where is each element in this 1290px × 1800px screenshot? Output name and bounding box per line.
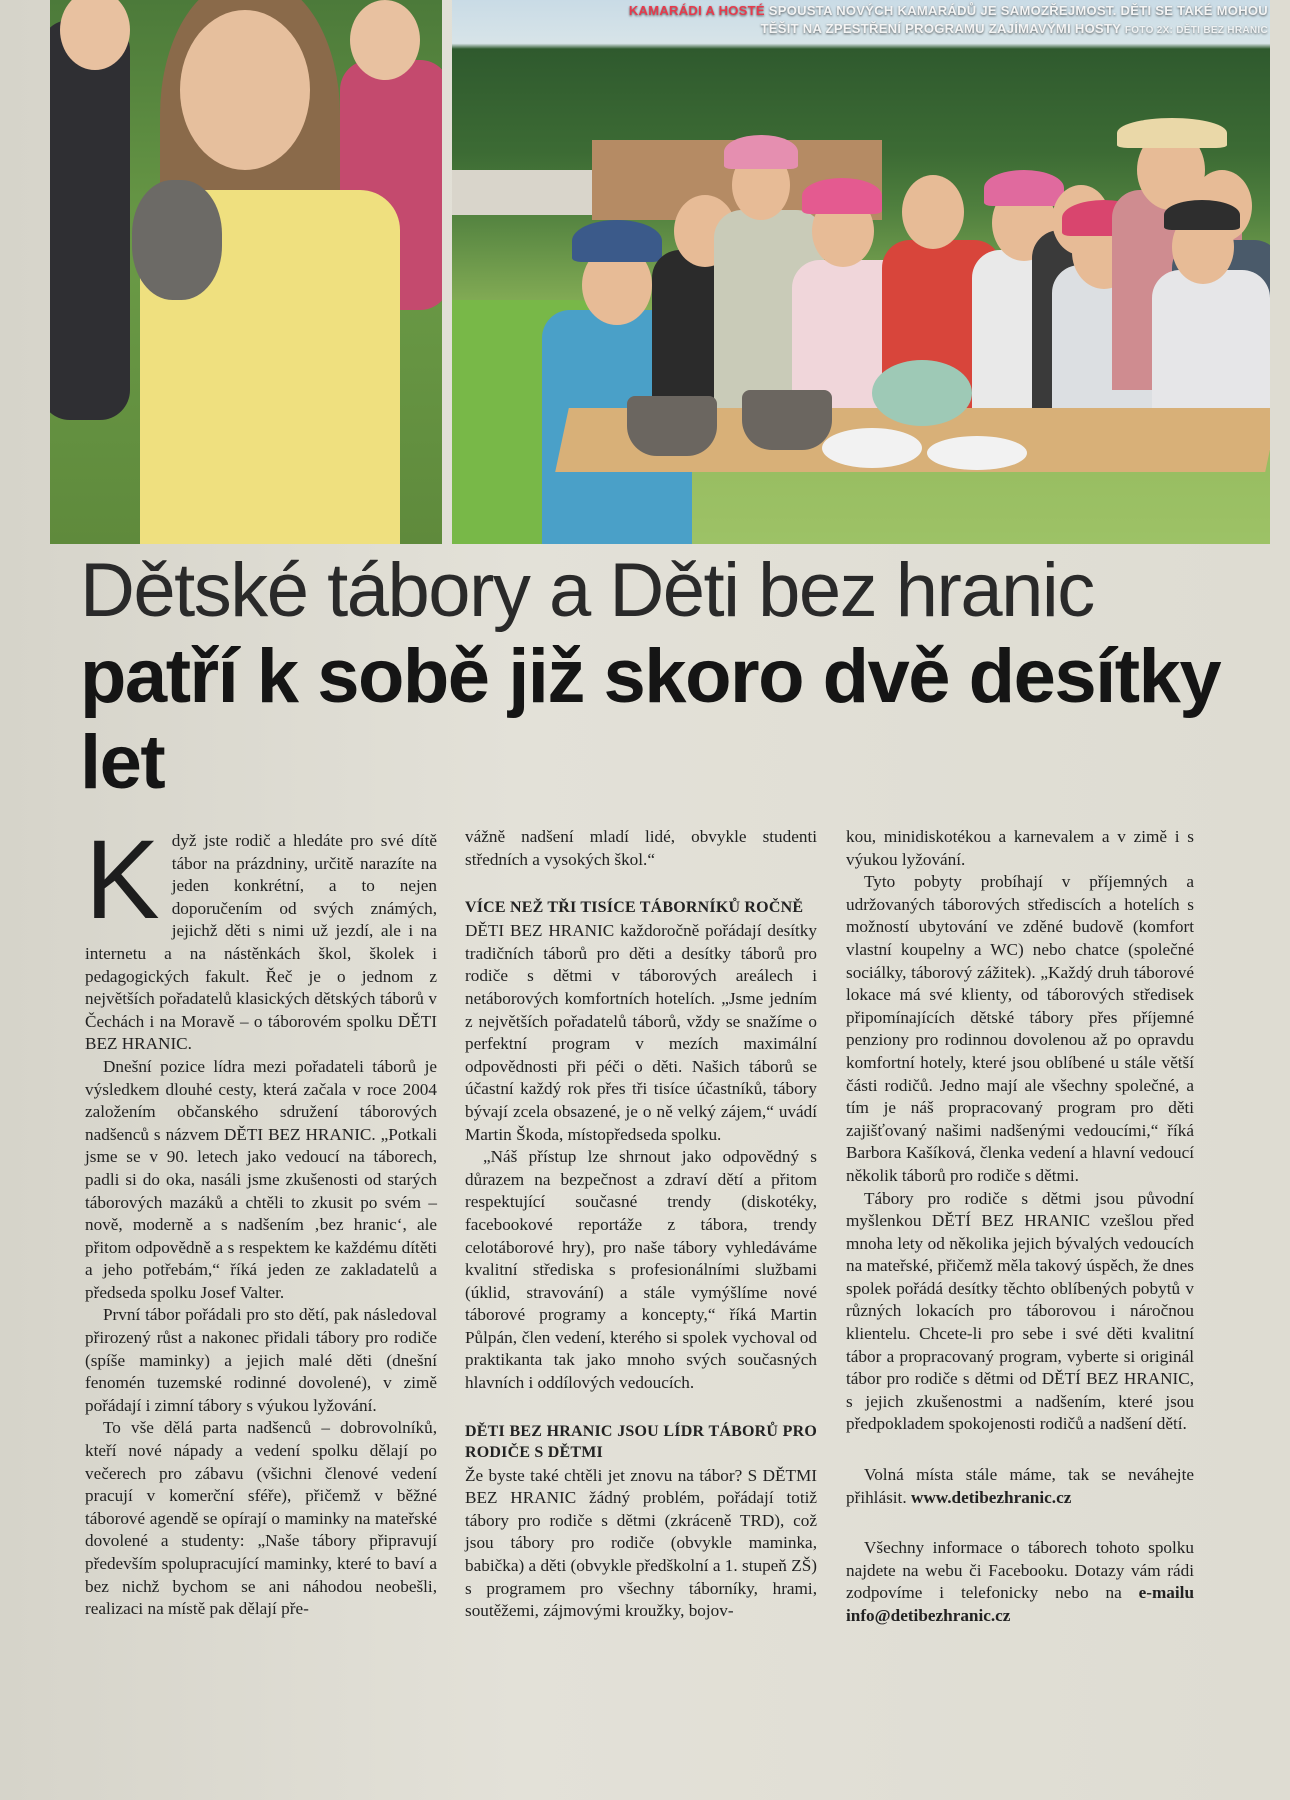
photo-cap (1164, 200, 1240, 230)
caption-text: SPOUSTA NOVÝCH KAMARÁDŮ JE SAMOZŘEJMOST. DĚTI SE TAKÉ MOHOU TĚŠIT NA ZPESTŘENÍ PROGRAMU ZAJÍMAVÝMI HOSTY (760, 3, 1268, 36)
article-paragraph: „Náš přístup lze shrnout jako odpovědný s důrazem na bezpečnost a zdraví dětí a přitom respektující současné trendy (diskotéky, facebookové reportáže z tábora, trendy celotáborové hry), pro naše tábory vyhledáváme kvalitní střediska s profesionálními službami (úklid, stravování) a stále vymýšlíme nové táborové programy a koncepty,“ říká Martin Půlpán, člen vedení, kterého si spolek vychoval od praktikanta tak jako mnoho svých současných hlavních i oddílových vedoucích. (465, 1147, 817, 1393)
article-headline (80, 548, 1230, 806)
article-column-3 (846, 826, 1194, 1628)
article-paragraph: DĚTI BEZ HRANIC každoročně pořádají desítky tradičních táborů pro děti a desítky táborů pro rodiče s dětmi v táborových areálech i netáborových komfortních hotelích. „Jsme jedním z největších pořadatelů táborů, vždy se snažíme o perfektní program v mezích maximální odpovědnosti při péči o děti. Našich táborů se účastní každý rok přes tři tisíce účastníků, tábory bývají zcela obsazené, je o ně velký zájem,“ uvádí Martin Škoda, místopředseda spolku. (465, 921, 817, 1144)
article-paragraph: To vše dělá parta nadšenců – dobrovolníků, kteří nové nápady a vedení spolku dělají po večerech pro zábavu (všichni členové vedení pracují v komerční sféře), přičemž v běžné táborové agendě se opírají o maminky na mateřské dovolené a studenty: „Naše tábory připravují především spolupracující maminky, které to baví a bez nichž bychom se ani náhodou neobešli, realizaci na místě pak dělají pře- (85, 1418, 437, 1619)
photo-plate (927, 436, 1027, 470)
photo-hat (1117, 118, 1227, 148)
photo-girl-with-owl (50, 0, 442, 544)
photo-cap (802, 178, 882, 214)
email-link[interactable]: e-mailu info@detibezhranic.cz (846, 1583, 1194, 1625)
article-paragraph: Tábory pro rodiče s dětmi jsou původní myšlenkou DĚTÍ BEZ HRANIC vzešlou před mnoha lety od několika jejich bývalých vedoucích na mateřské, přičemž měla takový úspěch, že dnes spolek pořádá desítky těchto oblíbených pobytů v různých lokacích pro táborovou i náročnou klientelu. Chcete-li pro sebe i své děti kvalitní tábor a propracovaný program, vyberte si originál tábor pro rodiče s dětmi od DĚTÍ BEZ HRANIC, s jejich zkušenostmi a nadšením, které jsou předpokladem spokojenosti rodičů a nadšení dětí. (846, 1188, 1194, 1434)
photo-credit: FOTO 2X: DĚTI BEZ HRANIC (1124, 25, 1268, 36)
section-subheading: DĚTI BEZ HRANIC JSOU LÍDR TÁBORŮ PRO RODIČE S DĚTMI (465, 1422, 817, 1461)
article-paragraph: vážně nadšení mladí lidé, obvykle studenti středních a vysokých škol.“ (465, 827, 817, 869)
photo-group-of-children (452, 0, 1270, 544)
section-subheading: VÍCE NEŽ TŘI TISÍCE TÁBORNÍKŮ ROČNĚ (465, 899, 804, 917)
photo-caption (588, 2, 1268, 40)
article-paragraph: První tábor pořádali pro sto dětí, pak následoval přirozený růst a nakonec přidali tábory pro rodiče (spíše maminky) a jejich malé děti (dnešní fenomén tuzemské rodinné dovolené), v zimě pořádají i zimní tábory s výukou lyžování. (85, 1305, 437, 1415)
caption-kicker: KAMARÁDI A HOSTÉ (628, 3, 765, 18)
photo-owl (132, 180, 222, 300)
photo-pot (627, 396, 717, 456)
article-paragraph-info (846, 1537, 1194, 1627)
contact-text: Volná místa stále máme, tak se neváhejte přihlásit. (846, 1465, 1194, 1507)
info-text: Všechny informace o táborech tohoto spolku najdete na webu či Facebooku. Dotazy vám rádi zodpovíme i telefonicky nebo na (846, 1538, 1194, 1603)
website-link[interactable]: www.detibezhranic.cz (910, 1487, 1072, 1507)
article-paragraph: Tyto pobyty probíhají v příjemných a udržovaných táborových střediscích a hotelích s možností ubytování ve zděné budově (komfort vlastní koupelny a WC) nebo chatce (společné sociálky, táborový zážitek). „Každý druh táborové lokace má své klienty, od táborových středisek připomínajících dětské tábory přes příjemné penziony pro rodinnou dovolenou až po opravdu komfortní hotely, které jsou oblíbené u stále větší části rodičů. Jedno mají ale všechny společné, a tím je náš propracovaný program pro děti zajišťovaný našimi nadšenými vedoucími,“ říká Barbora Kašíková, členka vedení a hlavní vedoucí několik táborů pro rodiče s dětmi. (846, 872, 1194, 1185)
photo-cap (984, 170, 1064, 206)
article-column-1 (85, 817, 437, 1621)
article-paragraph: kou, minidiskotékou a karnevalem a v zimě i s výukou lyžování. (846, 827, 1194, 869)
photo-child-face (350, 0, 420, 80)
article-column-2 (465, 826, 817, 1623)
drop-cap: K (85, 817, 160, 942)
photo-bowl (872, 360, 972, 426)
article-paragraph: dyž jste rodič a hledáte pro své dítě tábor na prázdniny, určitě narazíte na jeden konkrétní, a to nejen doporučením od svých známých, jejichž děti s nimi už jezdí, ale i na internetu a na nástěnkách škol, školek i pedagogických fakult. Řeč je o jednom z největších pořadatelů klasických dětských táborů v Čechách i na Moravě – o táborovém spolku DĚTI BEZ HRANIC. (85, 831, 437, 1054)
headline-light: Dětské tábory a Děti bez hranic (80, 548, 1094, 633)
photo-child-face (902, 175, 964, 249)
photo-girl-face (180, 10, 310, 170)
article-paragraph-contact (846, 1464, 1194, 1509)
photo-child-left (50, 20, 130, 420)
photo-cap (724, 135, 798, 169)
photo-plate (822, 428, 922, 468)
article-paragraph: Že byste také chtěli jet znovu na tábor? S DĚTMI BEZ HRANIC žádný problém, pořádají totiž tábory pro rodiče s dětmi (zkráceně TRD), což jsou tábory pro rodiče (obvykle maminka, babička) a děti (obvykle předškolní a 1. stupeň ZŠ) s programem pro všechny táborníky, hrami, soutěžemi, zájmovými kroužky, bojov- (465, 1465, 817, 1621)
photo-cap (572, 220, 662, 262)
article-paragraph: Dnešní pozice lídra mezi pořadateli táborů je výsledkem dlouhé cesty, která začala v roce 2004 založením občanského sdružení táborových nadšenců s názvem DĚTI BEZ HRANIC. „Potkali jsme se v 90. letech jako vedoucí na táborech, padli si do oka, nasáli jsme zkušenosti od starých táborových mazáků a chtěli to zkusit po svém – nově, moderně a s nadšením ‚bez hranic‘, ale přitom odpovědně a s respektem ke každému dítěti a jeho potřebám,“ říká jeden ze zakladatelů a předseda spolku Josef Valter. (85, 1056, 437, 1302)
headline-bold: patří k sobě již skoro dvě desítky let (80, 634, 1221, 805)
photo-pot (742, 390, 832, 450)
